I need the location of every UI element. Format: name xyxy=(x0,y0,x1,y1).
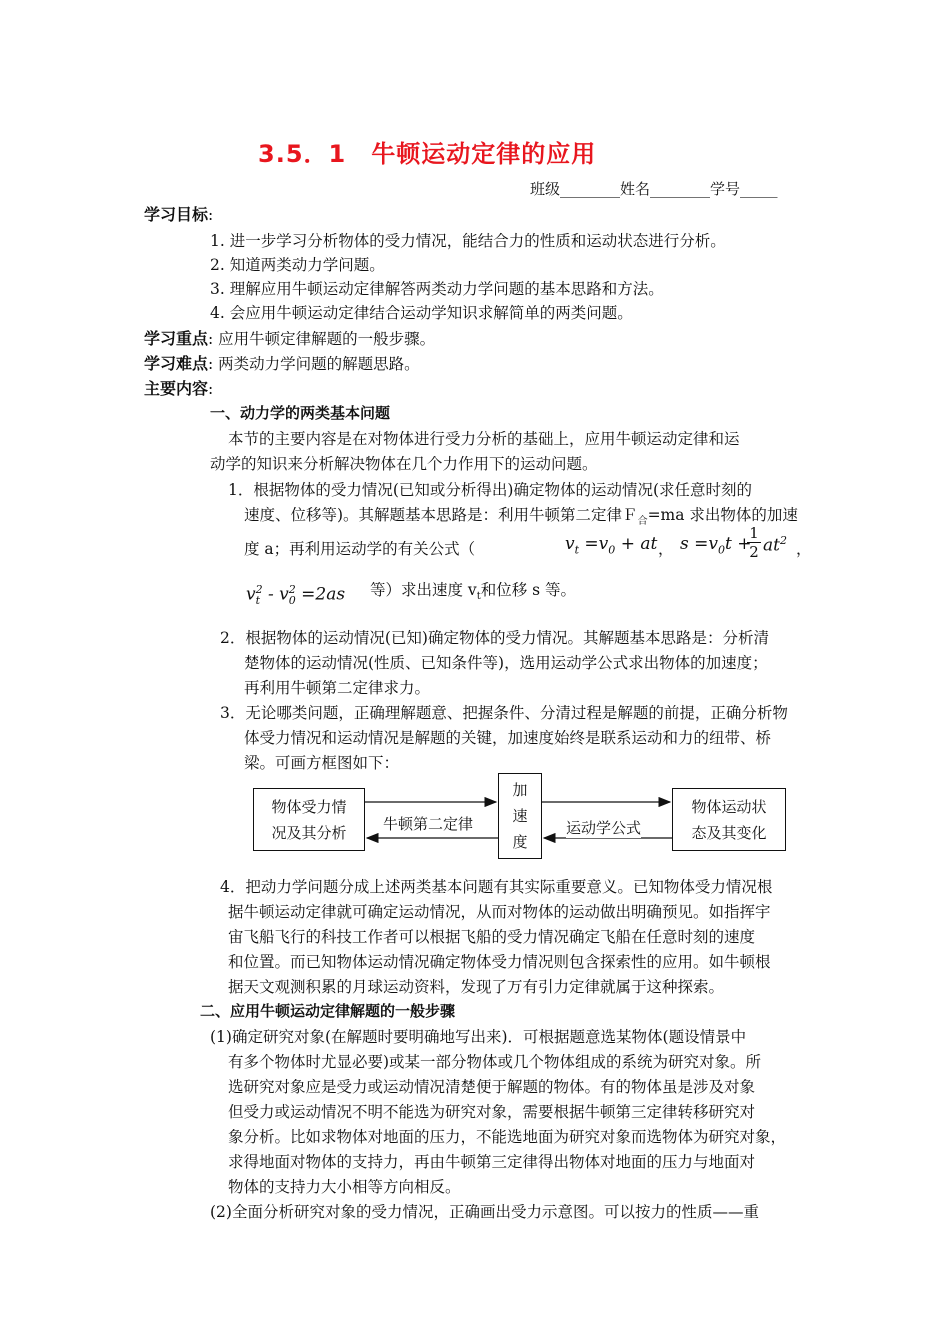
formula-part: 0 xyxy=(608,543,616,557)
step1-line: 有多个物体时尤显必要)或某一部分物体或几个物体组成的系统为研究对象。所 xyxy=(228,1053,762,1071)
point1-text: =ma 求出物体的加速 xyxy=(647,506,798,524)
formula-part: v xyxy=(565,534,575,554)
box-text: 况及其分析 xyxy=(271,823,347,842)
box-text: 加 xyxy=(512,781,528,799)
objective-item: 1. 进一步学习分析物体的受力情况，能结合力的性质和运动状态进行分析。 xyxy=(210,232,726,250)
point1-text: 速度、位移等)。其解题基本思路是：利用牛顿第二定律Ｆ xyxy=(244,506,638,524)
section2-heading: 二、应用牛顿运动定律解题的一般步骤 xyxy=(200,1002,456,1020)
point1-text: 和位移 s 等。 xyxy=(480,581,577,599)
point4-line: 据天文观测积累的月球运动资料，发现了万有引力定律就属于这种探索。 xyxy=(228,978,725,996)
formula-part: 0 xyxy=(717,543,725,557)
comma: ， xyxy=(796,540,812,558)
formula-part: 0 xyxy=(288,594,296,607)
objective-item: 2. 知道两类动力学问题。 xyxy=(210,256,385,274)
key-point-text: : 应用牛顿定律解题的一般步骤。 xyxy=(208,330,436,348)
step1-line: 但受力或运动情况不明不能选为研究对象，需要根据牛顿第三定律转移研究对 xyxy=(228,1103,756,1121)
step1-line: (1)确定研究对象(在解题时要明确地写出来)．可根据题意选某物体(题设情景中 xyxy=(210,1028,747,1046)
box-text: 物体运动状 xyxy=(691,797,767,816)
point4-line: 和位置。而已知物体运动情况确定物体受力情况则包含探索性的应用。如牛顿根 xyxy=(228,953,771,971)
step1-line: 选研究对象应是受力或运动情况清楚便于解题的物体。有的物体虽是涉及对象 xyxy=(228,1078,756,1096)
box-text: 物体受力情 xyxy=(271,797,347,816)
step1-line: 求得地面对物体的支持力，再由牛顿第三定律得出物体对地面的压力与地面对 xyxy=(228,1153,756,1171)
point2-line: 2．根据物体的运动情况(已知)确定物体的受力情况。其解题基本思路是：分析清 xyxy=(220,629,769,647)
point2-line: 再利用牛顿第二定律求力。 xyxy=(244,679,431,697)
objectives-label: 学习目标 xyxy=(144,205,209,224)
label-kinematics-formula: 运动学公式 xyxy=(566,819,642,837)
point3-line: 梁。可画方框图如下： xyxy=(244,754,400,772)
formula-part: 2 xyxy=(288,583,296,596)
key-point-label: 学习重点 xyxy=(144,329,209,348)
objective-item: 4. 会应用牛顿运动定律结合运动学知识求解简单的两类问题。 xyxy=(210,304,633,322)
objective-item: 3. 理解应用牛顿运动定律解答两类动力学问题的基本思路和方法。 xyxy=(210,280,664,298)
main-content-label: 主要内容 xyxy=(144,379,209,398)
point4-line: 据牛顿运动定律就可确定运动情况，从而对物体的运动做出明确预见。如指挥宇 xyxy=(228,903,771,921)
main-content-colon: : xyxy=(208,380,214,398)
formula-part: s =v xyxy=(680,534,718,554)
subscript: t xyxy=(476,591,481,603)
point4-line: 宙飞船飞行的科技工作者可以根据飞船的受力情况确定飞船在任意时刻的速度 xyxy=(228,928,756,946)
point2-line: 楚物体的运动情况(性质、已知条件等)，选用运动学公式求出物体的加速度； xyxy=(244,654,768,672)
section1-intro-line: 本节的主要内容是在对物体进行受力分析的基础上，应用牛顿运动定律和运 xyxy=(228,430,740,448)
point1-line: 度 a；再利用运动学的有关公式（ xyxy=(244,540,476,558)
objectives-colon: : xyxy=(208,206,214,224)
difficulty-text: : 两类动力学问题的解题思路。 xyxy=(208,355,420,373)
section1-heading: 一、动力学的两类基本问题 xyxy=(210,404,391,422)
formula-part: 2 xyxy=(255,583,263,596)
formula-part: t xyxy=(255,594,261,607)
formula-part: =v xyxy=(579,534,609,554)
step1-line: 象分析。比如求物体对地面的压力，不能选地面为研究对象而选物体为研究对象， xyxy=(228,1128,787,1146)
box-text: 速 xyxy=(512,807,528,825)
box-text: 态及其变化 xyxy=(691,823,767,842)
formula-part: + at xyxy=(615,534,658,554)
formula-part: =2as xyxy=(295,584,346,605)
step2-line: (2)全面分析研究对象的受力情况，正确画出受力示意图。可以按力的性质——重 xyxy=(210,1203,759,1221)
point4-line: 4．把动力学问题分成上述两类基本问题有其实际重要意义。已知物体受力情况根 xyxy=(220,878,773,896)
section1-intro-line: 动学的知识来分析解决物体在几个力作用下的运动问题。 xyxy=(210,455,598,473)
point1-text: 等）求出速度 v xyxy=(370,581,477,599)
difficulty-label: 学习难点 xyxy=(144,354,209,373)
comma: ， xyxy=(658,540,674,558)
student-info-fields: 班级________姓名________学号_____ xyxy=(530,180,778,198)
point1-line: 1．根据物体的受力情况(已知或分析得出)确定物体的运动情况(求任意时刻的 xyxy=(228,481,753,499)
formula-part: v xyxy=(246,584,256,605)
formula-part: 2 xyxy=(779,534,787,547)
box-text: 度 xyxy=(512,833,528,851)
point3-line: 体受力情况和运动情况是解题的关键，加速度始终是联系运动和力的纽带、桥 xyxy=(244,729,772,747)
formula-part: - v xyxy=(262,584,289,605)
formula-part: at xyxy=(763,535,780,556)
formula-part: t xyxy=(574,543,580,557)
point3-line: 3．无论哪类问题，正确理解题意、把握条件、分清过程是解题的前提，正确分析物 xyxy=(220,704,788,722)
step1-line: 物体的支持力大小相等方向相反。 xyxy=(228,1178,461,1196)
page-title: 3.5．1 牛顿运动定律的应用 xyxy=(258,140,597,168)
formula-part: t + xyxy=(724,534,752,554)
fraction-numerator: 1 xyxy=(749,524,759,542)
subscript: 合 xyxy=(637,516,648,528)
label-newton-second-law: 牛顿第二定律 xyxy=(383,815,474,833)
fraction-denominator: 2 xyxy=(747,542,761,561)
